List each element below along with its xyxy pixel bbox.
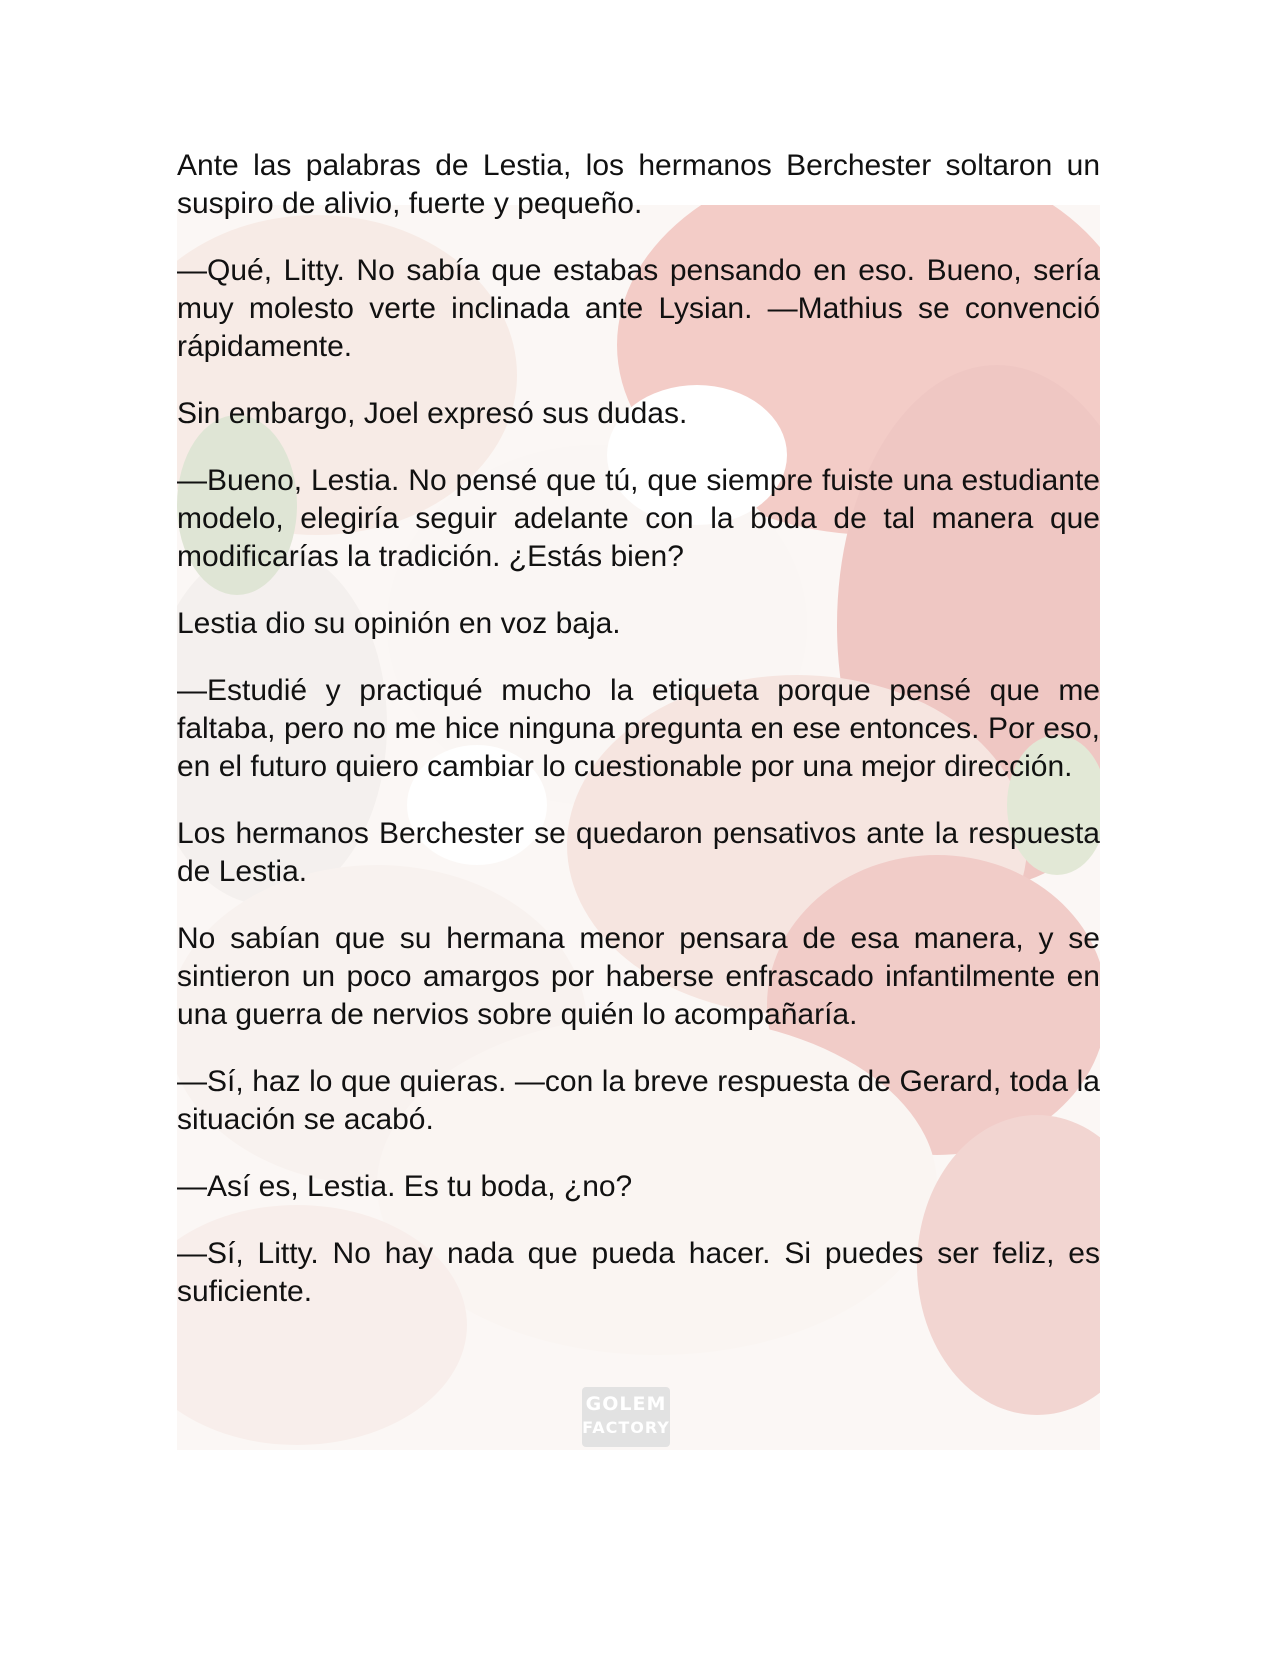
paragraph-3: Sin embargo, Joel expresó sus dudas. (177, 397, 688, 430)
golem-factory-logo (582, 1387, 670, 1447)
paragraph-9: —Sí, haz lo que quieras. —con la breve respuesta de Gerard, toda la situación se acabó. (177, 1065, 1100, 1136)
paragraph-11: —Sí, Litty. No hay nada que pueda hacer. Si puedes ser feliz, es suficiente. (177, 1237, 1100, 1308)
paragraph-1: Ante las palabras de Lestia, los hermanos Berchester soltaron un suspiro de alivio, fuerte y pequeño. (177, 149, 1100, 220)
logo-line-1: GOLEM (585, 1393, 667, 1415)
paragraph-5: Lestia dio su opinión en voz baja. (177, 607, 621, 640)
document-body (177, 147, 1100, 1340)
logo-line-2: FACTORY (582, 1418, 670, 1437)
paragraph-6: —Estudié y practiqué mucho la etiqueta porque pensé que me faltaba, pero no me hice ninguna pregunta en ese entonces. Por eso, en el futuro quiero cambiar lo cuestionable por una mejor dirección. (177, 674, 1100, 783)
paragraph-2: —Qué, Litty. No sabía que estabas pensando en eso. Bueno, sería muy molesto verte inclinada ante Lysian. —Mathius se convenció rápidamente. (177, 254, 1100, 363)
paragraph-7: Los hermanos Berchester se quedaron pensativos ante la respuesta de Lestia. (177, 817, 1100, 888)
paragraph-10: —Así es, Lestia. Es tu boda, ¿no? (177, 1170, 633, 1203)
paragraph-8: No sabían que su hermana menor pensara de esa manera, y se sintieron un poco amargos por haberse enfrascado infantilmente en una guerra de nervios sobre quién lo acompañaría. (177, 922, 1100, 1031)
paragraph-4: —Bueno, Lestia. No pensé que tú, que siempre fuiste una estudiante modelo, elegiría seguir adelante con la boda de tal manera que modificarías la tradición. ¿Estás bien? (177, 464, 1100, 573)
